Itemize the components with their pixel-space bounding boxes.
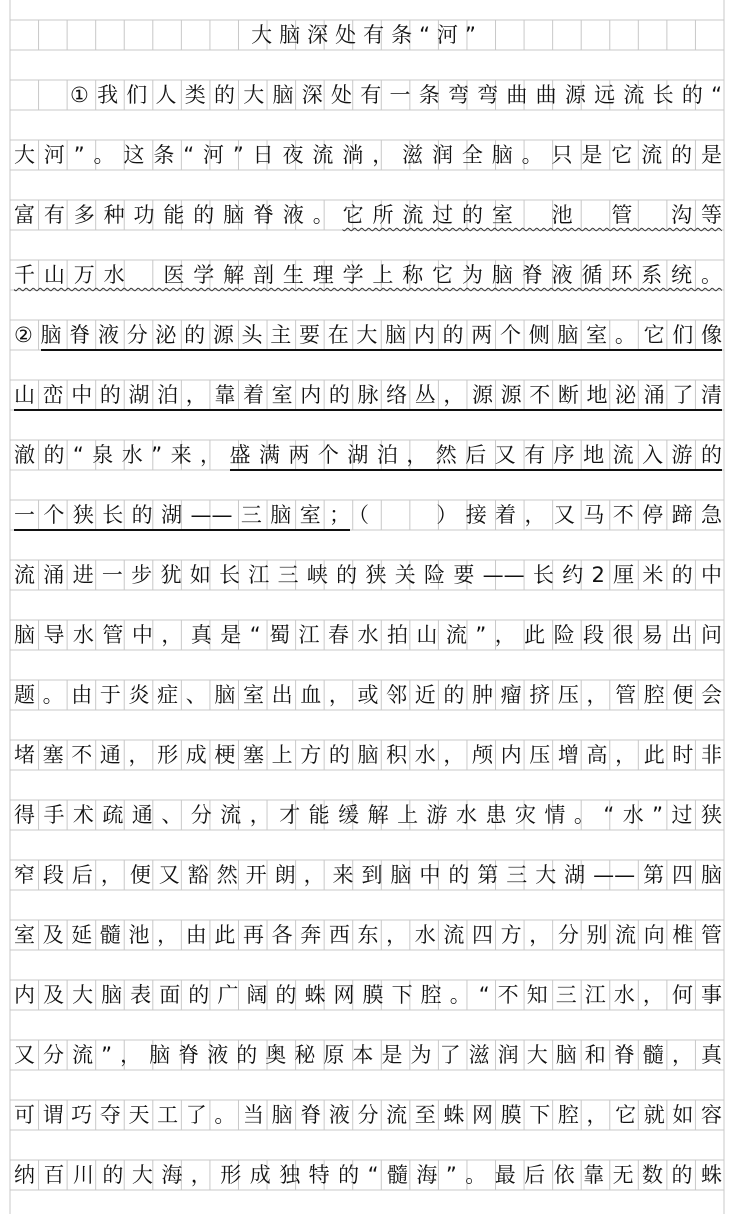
line-5-plain: ②: [14, 323, 41, 347]
line-13-plain: 得手术疏通、分流，才能缓解上游水患灾情。“水”过狭: [14, 803, 722, 827]
grid-band: [10, 380, 724, 410]
grid-band: [10, 320, 724, 350]
line-3-wavy-underline: 它所流过的室 池 管 沟等: [342, 203, 723, 227]
grid-band: [10, 560, 724, 590]
line-5-solid-underline: 脑脊液分泌的源头主要在大脑内的两个侧脑室。它们像: [41, 323, 722, 351]
line-14-plain: 窄段后，便又豁然开朗，来到脑中的第三大湖——第四脑: [14, 863, 722, 887]
grid-band: [10, 80, 724, 110]
line-8-plain: （ ）接着，又马不停蹄急: [350, 503, 723, 527]
grid-band: [10, 20, 724, 50]
grid-band: [10, 680, 724, 710]
grid-band: [10, 800, 724, 830]
line-7-plain: 澈的“泉水”来，: [14, 443, 230, 467]
grid-band: [10, 140, 724, 170]
line-17-plain: 又分流”，脑脊液的奥秘原本是为了滋润大脑和脊髓，真: [14, 1043, 722, 1067]
line-11-plain: 题。由于炎症、脑室出血，或邻近的肿瘤挤压，管腔便会: [14, 683, 722, 707]
grid-band: [10, 500, 724, 530]
line-10-plain: 脑导水管中，真是“蜀江春水拍山流”，此险段很易出问: [14, 623, 722, 647]
grid-band: [10, 740, 724, 770]
grid-band: [10, 1040, 724, 1070]
line-19-plain: 纳百川的大海，形成独特的“髓海”。最后依靠无数的蛛: [14, 1163, 722, 1187]
line-15-plain: 室及延髓池，由此再各奔西东，水流四方，分别流向椎管: [14, 923, 722, 947]
grid-band: [10, 440, 724, 470]
line-8-solid-underline: 一个狭长的湖——三脑室；: [14, 503, 350, 531]
grid-band: [10, 920, 724, 950]
line-3-plain: 富有多种功能的脑脊液。: [14, 203, 343, 227]
line-18-plain: 可谓巧夺天工了。当脑脊液分流至蛛网膜下腔，它就如容: [14, 1103, 722, 1127]
grid-band: [10, 260, 724, 290]
grid-band: [10, 200, 724, 230]
line-12-plain: 堵塞不通，形成梗塞上方的脑积水，颅内压增高，此时非: [14, 743, 722, 767]
grid-band: [10, 1100, 724, 1130]
grid-band: [10, 1160, 724, 1190]
grid-band: [10, 860, 724, 890]
article-title: 大脑深处有条“河”: [251, 23, 483, 47]
line-7-solid-underline: 盛满两个湖泊，然后又有序地流入游的: [230, 443, 723, 471]
line-9-plain: 流涌进一步犹如长江三峡的狭关险要——长约2厘米的中: [14, 563, 722, 587]
line-6-solid-underline: 山峦中的湖泊，靠着室内的脉络丛，源源不断地泌涌了清: [14, 383, 722, 411]
line-2-plain: 大河”。这条“河”日夜流淌，滋润全脑。只是它流的是: [14, 143, 722, 167]
line-16-plain: 内及大脑表面的广阔的蛛网膜下腔。“不知三江水，何事: [14, 983, 722, 1007]
line-1-plain: ①我们人类的大脑深处有一条弯弯曲曲源远流长的“: [70, 83, 722, 107]
grid-band: [10, 620, 724, 650]
line-4-wavy-underline: 千山万水 医学解剖生理学上称它为脑脊液循环系统。: [14, 263, 722, 287]
grid-band: [10, 980, 724, 1010]
